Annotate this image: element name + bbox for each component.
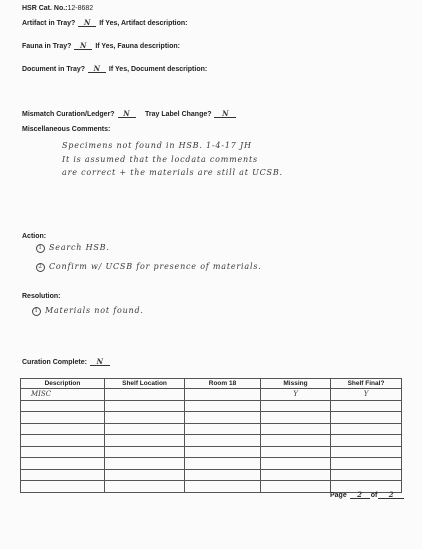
resolution-item-text: Materials not found. [45,306,144,315]
curation-complete-label: Curation Complete: [22,359,87,366]
table-cell [105,469,185,481]
table-cell [261,435,331,447]
tray-label-answer: N [214,110,236,118]
tray-label-label: Tray Label Change? [145,111,212,118]
table-cell [21,400,105,412]
action-item [36,262,262,272]
table-cell [331,412,402,424]
fauna-row [22,42,180,50]
action-item-text: Search HSB. [49,243,110,252]
table-cell [185,412,261,424]
column-header-shelf-final: Shelf Final? [331,379,402,389]
table-row [21,400,402,412]
artifact-answer: N [78,19,96,27]
column-header-room-18: Room 18 [185,379,261,389]
comments-label: Miscellaneous Comments: [22,126,111,133]
table-cell [105,481,185,493]
action-item-number: 2 [36,263,45,272]
table-row [21,458,402,470]
catalog-number-label: HSR Cat. No.: [22,5,68,12]
action-item [36,243,110,253]
table-header-row [21,379,402,389]
document-answer: N [88,65,106,73]
table-cell [21,458,105,470]
table-cell [185,469,261,481]
table-row [21,423,402,435]
document-description-label: If Yes, Document description: [108,66,208,73]
fauna-answer: N [74,42,92,50]
table-cell: MISC [21,389,105,401]
table-cell [185,435,261,447]
fauna-description-label: If Yes, Fauna description: [95,43,180,50]
table-cell [331,423,402,435]
curation-complete-row [22,358,111,366]
table-cell [331,458,402,470]
table-cell [21,423,105,435]
table-cell: Y [331,389,402,401]
table-cell [331,435,402,447]
table-cell [105,400,185,412]
table-cell [331,446,402,458]
table-cell [21,481,105,493]
table-cell: Y [261,389,331,401]
table-cell [105,446,185,458]
action-item-text: Confirm w/ UCSB for presence of materials. [49,262,262,271]
table-cell [185,458,261,470]
resolution-item [32,306,144,316]
table-cell [105,412,185,424]
table-cell [105,423,185,435]
document-label: Document in Tray? [22,66,86,73]
table-cell [105,458,185,470]
table-cell [185,446,261,458]
table-cell [261,412,331,424]
table-cell [185,481,261,493]
table-cell [21,412,105,424]
of-label: of [370,492,378,499]
table-cell [261,481,331,493]
table-cell [331,469,402,481]
table-cell [185,423,261,435]
table-row [21,389,402,401]
table-cell [21,469,105,481]
table-cell [105,435,185,447]
comment-line: are correct + the materials are still at UCSB. [62,168,283,177]
curation-complete-answer: N [90,358,110,366]
column-header-shelf-location: Shelf Location [105,379,185,389]
resolution-item-number: 1 [32,307,41,316]
comment-line: Specimens not found in HSB. 1-4-17 JH [62,141,252,150]
catalog-number-value: 12-8682 [67,5,94,12]
table-cell [261,423,331,435]
mismatch-label: Mismatch Curation/Ledger? [22,111,115,118]
table-cell [331,400,402,412]
artifact-label: Artifact in Tray? [22,20,76,27]
table-cell [261,400,331,412]
column-header-missing: Missing [261,379,331,389]
mismatch-row [22,110,137,118]
page-number: 2 [350,491,370,499]
table-cell [185,389,261,401]
column-header-description: Description [21,379,105,389]
mismatch-answer: N [118,110,136,118]
artifact-row [22,19,188,27]
action-item-number: 1 [36,244,45,253]
table-cell [261,469,331,481]
document-row [22,65,207,73]
table-cell [105,389,185,401]
page-label: Page [330,492,347,499]
curation-table [20,378,402,493]
comment-line: It is assumed that the locdata comments [62,155,258,164]
table-cell [21,435,105,447]
table-row [21,435,402,447]
table-cell [261,458,331,470]
page-total: 2 [378,491,404,499]
table-cell [21,446,105,458]
table-row [21,412,402,424]
page-counter [330,491,405,499]
action-label: Action: [22,233,47,240]
fauna-label: Fauna in Tray? [22,43,72,50]
resolution-label: Resolution: [22,293,61,300]
catalog-number-row [22,5,93,12]
artifact-description-label: If Yes, Artifact description: [99,20,188,27]
table-cell [185,400,261,412]
table-cell [261,446,331,458]
table-row [21,446,402,458]
table-row [21,469,402,481]
tray-label-row [145,110,237,118]
